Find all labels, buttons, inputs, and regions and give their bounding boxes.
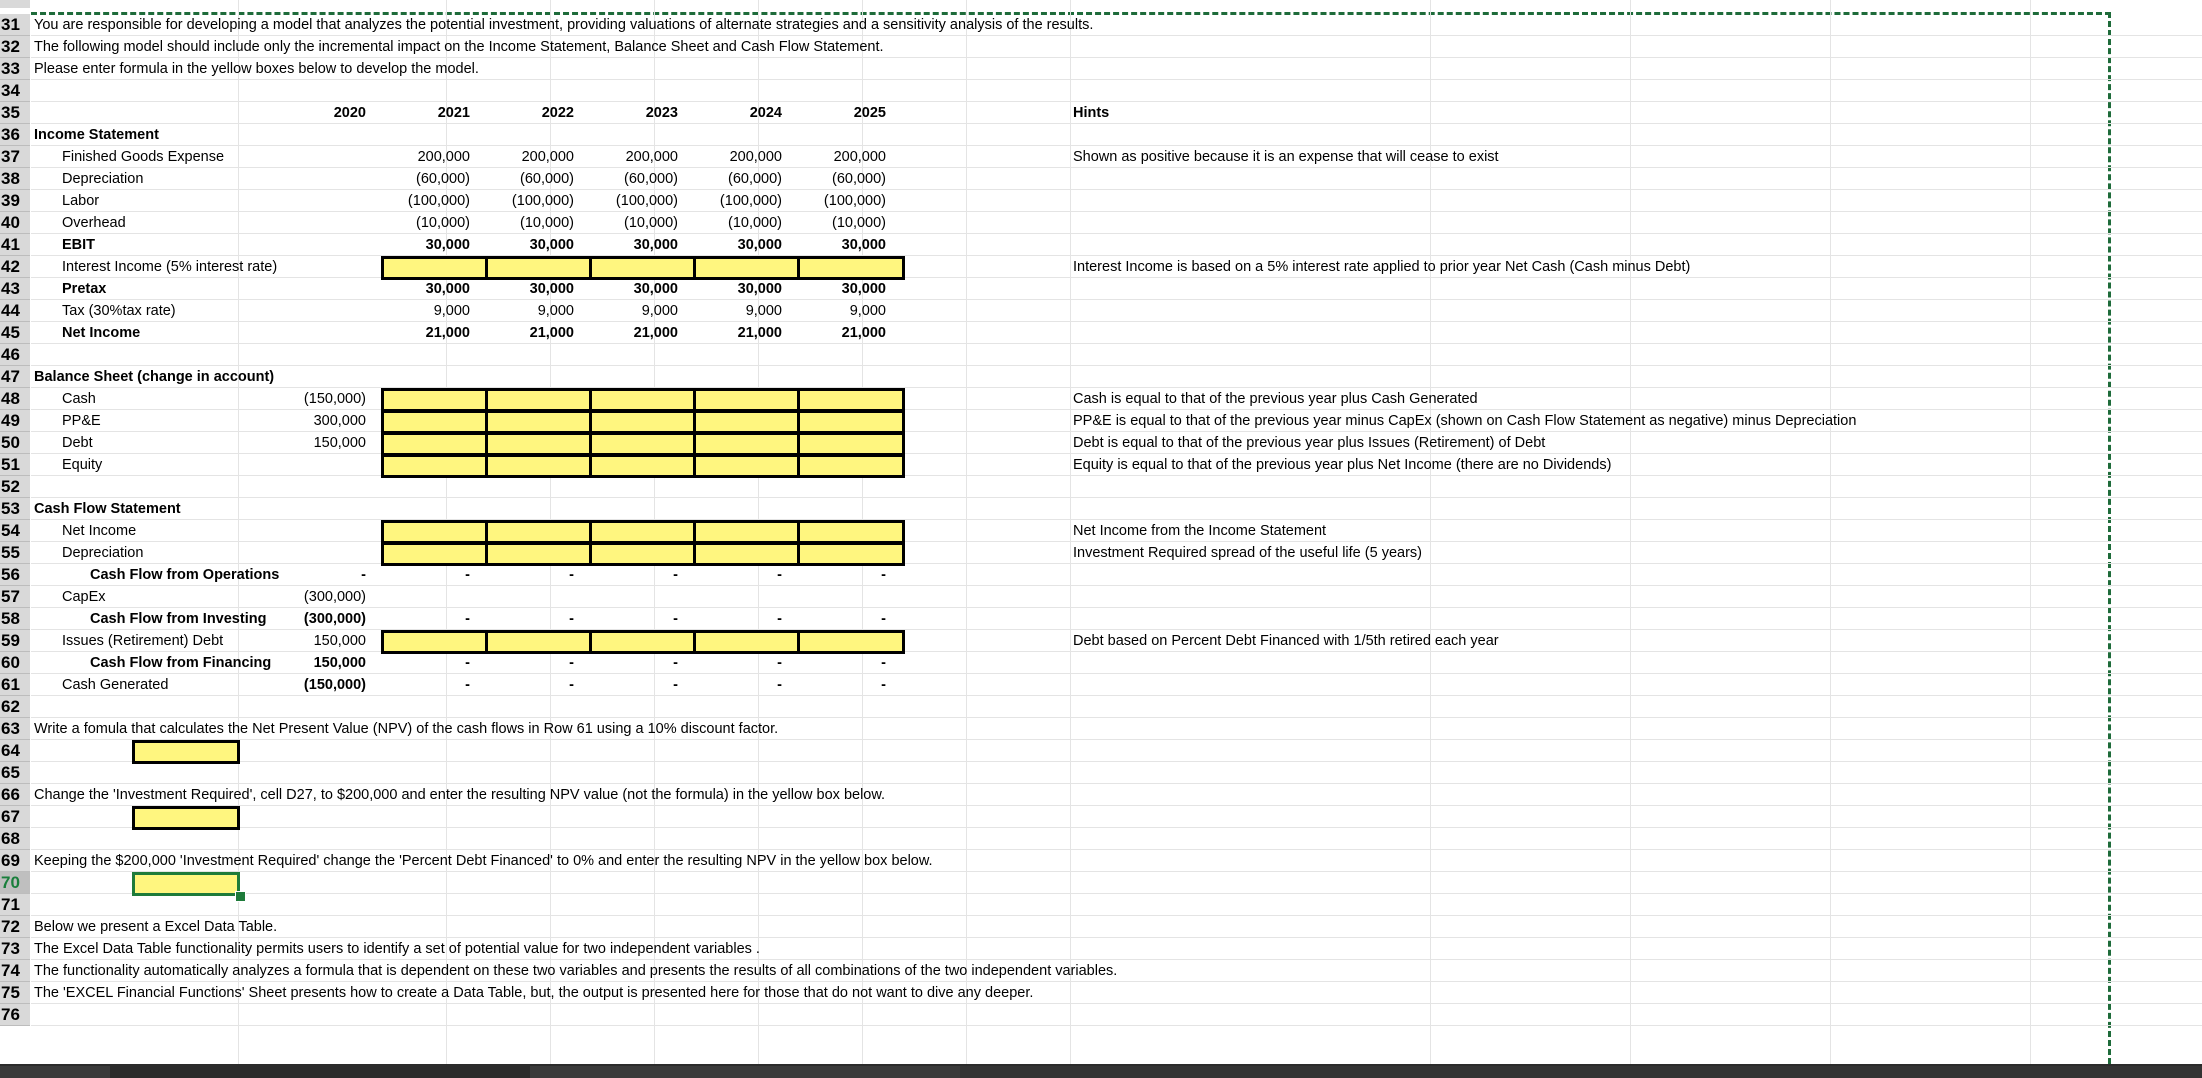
cashflow-depreciation-input[interactable] — [797, 542, 905, 566]
gridline — [31, 211, 2202, 212]
row-label: Pretax — [62, 281, 107, 297]
row-label: Tax (30%tax rate) — [62, 303, 176, 319]
value-cell: 21,000 — [425, 325, 470, 341]
hint-text: Equity is equal to that of the previous year plus Net Income (there are no Dividends) — [1073, 457, 1612, 473]
hint-text: Shown as positive because it is an expense that will cease to exist — [1073, 149, 1499, 165]
value-cell: (300,000) — [303, 611, 366, 627]
row-label: Net Income — [62, 523, 137, 539]
hint-text: Interest Income is based on a 5% interest rate applied to prior year Net Cash (Cash minus Debt) — [1073, 259, 1691, 275]
row-header[interactable]: 44 — [0, 300, 30, 322]
row-label: Labor — [62, 193, 100, 209]
balance-input[interactable] — [693, 410, 801, 434]
gridline — [31, 497, 2202, 498]
value-cell: (10,000) — [831, 215, 886, 231]
value-cell: 9,000 — [849, 303, 886, 319]
value-cell: (10,000) — [519, 215, 574, 231]
row-header[interactable]: 32 — [0, 36, 30, 58]
gridline — [31, 827, 2202, 828]
row-header[interactable]: 62 — [0, 696, 30, 718]
row-header[interactable]: 58 — [0, 608, 30, 630]
horizontal-scrollbar[interactable] — [960, 1066, 2202, 1078]
gridline — [1070, 0, 1071, 1064]
cashflow-net-income-input[interactable] — [797, 520, 905, 544]
row-header[interactable]: 74 — [0, 960, 30, 982]
balance-input[interactable] — [797, 410, 905, 434]
value-cell: 30,000 — [425, 281, 470, 297]
note-text: The Excel Data Table functionality permits users to identify a set of potential value for two independent variables . — [34, 941, 760, 957]
gridline — [31, 299, 2202, 300]
cashflow-net-income-input[interactable] — [693, 520, 801, 544]
section-title: Balance Sheet (change in account) — [34, 369, 275, 385]
sheet-tab[interactable] — [530, 1066, 960, 1078]
gridline — [31, 915, 2202, 916]
row-label: Cash Flow from Financing — [90, 655, 272, 671]
row-header[interactable]: 64 — [0, 740, 30, 762]
year-header: 2021 — [437, 105, 470, 121]
debt-issues-input[interactable] — [693, 630, 801, 654]
row-label: Cash — [62, 391, 96, 407]
value-cell: 200,000 — [833, 149, 886, 165]
row-label: Cash Generated — [62, 677, 169, 693]
row-header[interactable]: 66 — [0, 784, 30, 806]
row-header[interactable]: 36 — [0, 124, 30, 146]
row-label: Debt — [62, 435, 93, 451]
intro-text: The following model should include only the incremental impact on the Income Statement, Balance Sheet and Cash Flow Statement. — [34, 39, 884, 55]
row-label: Overhead — [62, 215, 126, 231]
gridline — [966, 0, 967, 1064]
row-header[interactable]: 42 — [0, 256, 30, 278]
value-cell: 9,000 — [433, 303, 470, 319]
row-label: Depreciation — [62, 545, 144, 561]
fill-handle[interactable] — [235, 891, 246, 902]
row-label: Equity — [62, 457, 103, 473]
balance-input[interactable] — [381, 432, 489, 456]
row-label: PP&E — [62, 413, 101, 429]
debt-issues-input[interactable] — [797, 630, 905, 654]
gridline — [1830, 0, 1831, 1064]
value-cell: 9,000 — [641, 303, 678, 319]
row-label: EBIT — [62, 237, 96, 253]
row-header[interactable]: 33 — [0, 58, 30, 80]
row-header[interactable]: 39 — [0, 190, 30, 212]
value-cell: - — [361, 567, 366, 583]
row-header[interactable]: 56 — [0, 564, 30, 586]
dash-cell: - — [673, 567, 678, 583]
dash-cell: - — [569, 611, 574, 627]
balance-input[interactable] — [589, 388, 697, 412]
npv-200k-answer-input[interactable] — [132, 806, 240, 830]
value-cell: 30,000 — [737, 237, 782, 253]
value-cell: 30,000 — [633, 281, 678, 297]
balance-input[interactable] — [485, 454, 593, 478]
balance-input[interactable] — [693, 454, 801, 478]
row-header[interactable]: 71 — [0, 894, 30, 916]
value-cell: 300,000 — [313, 413, 366, 429]
value-cell: (60,000) — [727, 171, 782, 187]
row-header[interactable]: 63 — [0, 718, 30, 740]
value-cell: 200,000 — [417, 149, 470, 165]
dash-cell: - — [465, 677, 470, 693]
row-header[interactable]: 45 — [0, 322, 30, 344]
interest-income-input[interactable] — [485, 256, 593, 280]
value-cell: (10,000) — [415, 215, 470, 231]
gridline — [31, 321, 2202, 322]
value-cell: (60,000) — [623, 171, 678, 187]
value-cell: 30,000 — [633, 237, 678, 253]
year-header: 2023 — [645, 105, 678, 121]
row-header-cap — [0, 0, 30, 8]
debt-issues-input[interactable] — [485, 630, 593, 654]
note-text: Below we present a Excel Data Table. — [34, 919, 278, 935]
question-text: Keeping the $200,000 'Investment Required' change the 'Percent Debt Financed' to 0% and enter the resulting NPV in the yellow box below. — [34, 853, 933, 869]
value-cell: (10,000) — [727, 215, 782, 231]
gridline — [31, 343, 2202, 344]
cashflow-depreciation-input[interactable] — [485, 542, 593, 566]
cashflow-net-income-input[interactable] — [381, 520, 489, 544]
intro-text: You are responsible for developing a model that analyzes the potential investment, providing valuations of alternate strategies and a sensitivity analysis of the results. — [34, 17, 1094, 33]
row-header[interactable]: 43 — [0, 278, 30, 300]
value-cell: (10,000) — [623, 215, 678, 231]
hints-header: Hints — [1073, 105, 1110, 121]
value-cell: (150,000) — [303, 677, 366, 693]
balance-input[interactable] — [485, 388, 593, 412]
interest-income-input[interactable] — [693, 256, 801, 280]
gridline — [1630, 0, 1631, 1064]
balance-input[interactable] — [589, 454, 697, 478]
value-cell: 9,000 — [745, 303, 782, 319]
row-label: Net Income — [62, 325, 141, 341]
hint-text: Cash is equal to that of the previous year plus Cash Generated — [1073, 391, 1478, 407]
year-header: 2020 — [333, 105, 366, 121]
row-header[interactable]: 67 — [0, 806, 30, 828]
row-label: Interest Income (5% interest rate) — [62, 259, 278, 275]
row-header[interactable]: 54 — [0, 520, 30, 542]
row-header[interactable]: 35 — [0, 102, 30, 124]
dash-cell: - — [569, 567, 574, 583]
debt-issues-input[interactable] — [589, 630, 697, 654]
cashflow-depreciation-input[interactable] — [693, 542, 801, 566]
balance-input[interactable] — [589, 432, 697, 456]
hint-text: Investment Required spread of the useful life (5 years) — [1073, 545, 1422, 561]
dash-cell: - — [673, 655, 678, 671]
dash-cell: - — [881, 611, 886, 627]
npv-answer-input[interactable] — [132, 740, 240, 764]
balance-input[interactable] — [693, 388, 801, 412]
balance-input[interactable] — [485, 410, 593, 434]
balance-input[interactable] — [797, 432, 905, 456]
row-header[interactable]: 34 — [0, 80, 30, 102]
row-header[interactable]: 61 — [0, 674, 30, 696]
sheet-tab[interactable] — [0, 1066, 110, 1078]
row-header[interactable]: 51 — [0, 454, 30, 476]
row-header[interactable]: 48 — [0, 388, 30, 410]
year-header: 2022 — [541, 105, 574, 121]
row-header[interactable]: 60 — [0, 652, 30, 674]
dash-cell: - — [881, 567, 886, 583]
dash-cell: - — [777, 677, 782, 693]
gridline — [31, 233, 2202, 234]
value-cell: 30,000 — [737, 281, 782, 297]
value-cell: 150,000 — [313, 435, 366, 451]
section-title: Income Statement — [34, 127, 159, 143]
row-header[interactable]: 31 — [0, 14, 30, 36]
row-label: Cash Flow from Investing — [90, 611, 267, 627]
value-cell: (60,000) — [831, 171, 886, 187]
row-header[interactable]: 38 — [0, 168, 30, 190]
dash-cell: - — [673, 611, 678, 627]
dash-cell: - — [465, 655, 470, 671]
value-cell: 200,000 — [625, 149, 678, 165]
row-header[interactable]: 37 — [0, 146, 30, 168]
gridline — [2030, 0, 2031, 1064]
row-label: CapEx — [62, 589, 106, 605]
row-header[interactable]: 65 — [0, 762, 30, 784]
page-break-right — [2108, 12, 2111, 1064]
row-header[interactable]: 57 — [0, 586, 30, 608]
row-header[interactable]: 52 — [0, 476, 30, 498]
dash-cell: - — [881, 677, 886, 693]
row-header[interactable]: 59 — [0, 630, 30, 652]
balance-input[interactable] — [381, 388, 489, 412]
value-cell: 21,000 — [737, 325, 782, 341]
balance-input[interactable] — [381, 410, 489, 434]
row-header[interactable]: 50 — [0, 432, 30, 454]
interest-income-input[interactable] — [381, 256, 489, 280]
year-header: 2025 — [853, 105, 886, 121]
note-text: The functionality automatically analyzes a formula that is dependent on these two variables and presents the results of all combinations of the two independent variables. — [34, 963, 1118, 979]
value-cell: (100,000) — [823, 193, 886, 209]
gridline — [31, 365, 2202, 366]
value-cell: 21,000 — [841, 325, 886, 341]
balance-input[interactable] — [589, 410, 697, 434]
value-cell: (100,000) — [511, 193, 574, 209]
row-label: Depreciation — [62, 171, 144, 187]
value-cell: (60,000) — [415, 171, 470, 187]
dash-cell: - — [881, 655, 886, 671]
question-text: Change the 'Investment Required', cell D27, to $200,000 and enter the resulting NPV value (not the formula) in the yellow box below. — [34, 787, 886, 803]
dash-cell: - — [777, 655, 782, 671]
value-cell: 30,000 — [529, 237, 574, 253]
row-header[interactable]: 47 — [0, 366, 30, 388]
value-cell: 30,000 — [841, 237, 886, 253]
note-text: The 'EXCEL Financial Functions' Sheet presents how to create a Data Table, but, the output is presented here for those that do not want to dive any deeper. — [34, 985, 1034, 1001]
row-header[interactable]: 53 — [0, 498, 30, 520]
row-header[interactable]: 68 — [0, 828, 30, 850]
value-cell: (100,000) — [615, 193, 678, 209]
hint-text: Debt is equal to that of the previous year plus Issues (Retirement) of Debt — [1073, 435, 1546, 451]
balance-input[interactable] — [693, 432, 801, 456]
cashflow-net-income-input[interactable] — [589, 520, 697, 544]
cashflow-depreciation-input[interactable] — [589, 542, 697, 566]
dash-cell: - — [569, 677, 574, 693]
value-cell: 21,000 — [633, 325, 678, 341]
value-cell: (100,000) — [719, 193, 782, 209]
row-header[interactable]: 41 — [0, 234, 30, 256]
row-header[interactable]: 40 — [0, 212, 30, 234]
dash-cell: - — [569, 655, 574, 671]
row-label: Cash Flow from Operations — [90, 567, 280, 583]
value-cell: (100,000) — [407, 193, 470, 209]
row-header[interactable]: 69 — [0, 850, 30, 872]
gridline — [238, 0, 239, 1064]
interest-income-input[interactable] — [589, 256, 697, 280]
value-cell: 150,000 — [313, 633, 366, 649]
dash-cell: - — [465, 567, 470, 583]
gridline — [31, 1025, 2202, 1026]
cashflow-depreciation-input[interactable] — [381, 542, 489, 566]
balance-input[interactable] — [381, 454, 489, 478]
row-header[interactable]: 75 — [0, 982, 30, 1004]
row-label: Finished Goods Expense — [62, 149, 225, 165]
hint-text: Debt based on Percent Debt Financed with 1/5th retired each year — [1073, 633, 1499, 649]
value-cell: 200,000 — [521, 149, 574, 165]
balance-input[interactable] — [485, 432, 593, 456]
npv-zero-debt-answer-input[interactable] — [132, 872, 240, 896]
balance-input[interactable] — [797, 388, 905, 412]
dash-cell: - — [465, 611, 470, 627]
value-cell: 30,000 — [425, 237, 470, 253]
row-header[interactable]: 49 — [0, 410, 30, 432]
year-header: 2024 — [749, 105, 782, 121]
value-cell: (60,000) — [519, 171, 574, 187]
value-cell: 150,000 — [313, 655, 366, 671]
row-header[interactable]: 55 — [0, 542, 30, 564]
gridline — [31, 189, 2202, 190]
value-cell: 21,000 — [529, 325, 574, 341]
interest-income-input[interactable] — [797, 256, 905, 280]
value-cell: 9,000 — [537, 303, 574, 319]
section-title: Cash Flow Statement — [34, 501, 181, 517]
hint-text: PP&E is equal to that of the previous year minus CapEx (shown on Cash Flow Statement as negative) minus Depreciation — [1073, 413, 1857, 429]
row-header[interactable]: 70 — [0, 872, 30, 894]
gridline — [31, 761, 2202, 762]
row-header[interactable]: 72 — [0, 916, 30, 938]
dash-cell: - — [777, 567, 782, 583]
dash-cell: - — [673, 677, 678, 693]
cashflow-net-income-input[interactable] — [485, 520, 593, 544]
intro-text: Please enter formula in the yellow boxes below to develop the model. — [34, 61, 479, 77]
hint-text: Net Income from the Income Statement — [1073, 523, 1327, 539]
value-cell: 200,000 — [729, 149, 782, 165]
dash-cell: - — [777, 611, 782, 627]
value-cell: (150,000) — [303, 391, 366, 407]
question-text: Write a fomula that calculates the Net Present Value (NPV) of the cash flows in Row 61 using a 10% discount factor. — [34, 721, 779, 737]
debt-issues-input[interactable] — [381, 630, 489, 654]
row-label: Issues (Retirement) Debt — [62, 633, 224, 649]
value-cell: 30,000 — [841, 281, 886, 297]
row-header[interactable]: 76 — [0, 1004, 30, 1026]
value-cell: 30,000 — [529, 281, 574, 297]
gridline — [31, 893, 2202, 894]
balance-input[interactable] — [797, 454, 905, 478]
row-header[interactable]: 46 — [0, 344, 30, 366]
value-cell: (300,000) — [303, 589, 366, 605]
row-header[interactable]: 73 — [0, 938, 30, 960]
